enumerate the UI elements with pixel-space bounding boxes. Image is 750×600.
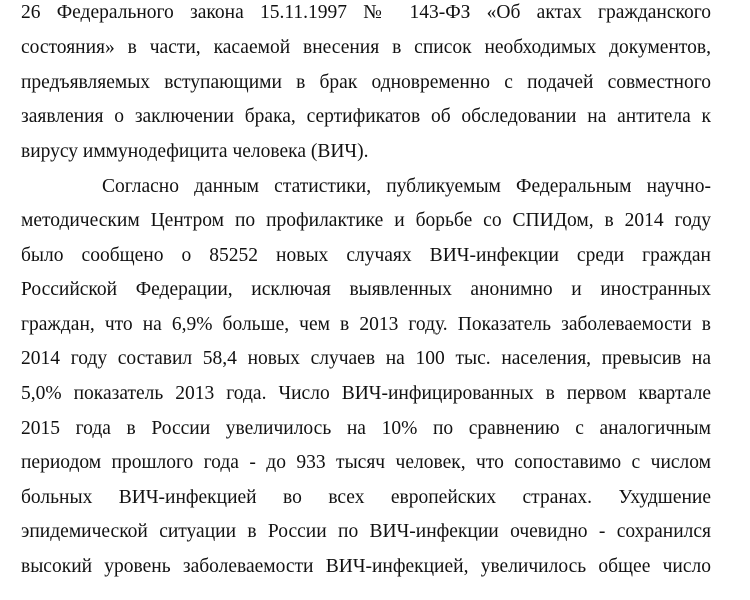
text-line-12: 5,0% показатель 2013 года. Число ВИЧ-инфицированных в первом квартале [21,383,711,404]
text-line-16: эпидемической ситуации в России по ВИЧ-инфекции очевидно - сохранился [21,521,711,542]
text-line-11: 2014 году составил 58,4 новых случаев на 100 тыс. населения, превысив на [21,348,711,369]
text-line-17: высокий уровень заболеваемости ВИЧ-инфекцией, увеличилось общее число [21,556,711,577]
text-line-3: предъявляемых вступающими в брак одновременно с подачей совместного [21,72,711,93]
text-line-9: Российской Федерации, исключая выявленных анонимно и иностранных [21,279,711,300]
text-line-4: заявления о заключении брака, сертификатов об обследовании на антитела к [21,106,711,127]
text-line-15: больных ВИЧ-инфекцией во всех европейских странах. Ухудшение [21,487,711,508]
text-line-7: методическим Центром по профилактике и борьбе со СПИДом, в 2014 году [21,210,711,231]
paragraph-first-line: Согласно данным статистики, публикуемым Федеральным научно- [102,176,711,197]
text-line-5: вирусу иммунодефицита человека (ВИЧ). [21,141,369,162]
text-line-14: периодом прошлого года - до 933 тысяч человек, что сопоставимо с числом [21,452,711,473]
text-line-2: состояния» в части, касаемой внесения в список необходимых документов, [21,37,711,58]
text-line-1: 26 Федерального закона 15.11.1997 № 143-ФЗ «Об актах гражданского [21,2,711,23]
text-line-8: было сообщено о 85252 новых случаях ВИЧ-инфекции среди граждан [21,245,711,266]
text-line-10: граждан, что на 6,9% больше, чем в 2013 году. Показатель заболеваемости в [21,314,711,335]
document-page [21,0,711,600]
text-line-13: 2015 года в России увеличилось на 10% по сравнению с аналогичным [21,418,711,439]
